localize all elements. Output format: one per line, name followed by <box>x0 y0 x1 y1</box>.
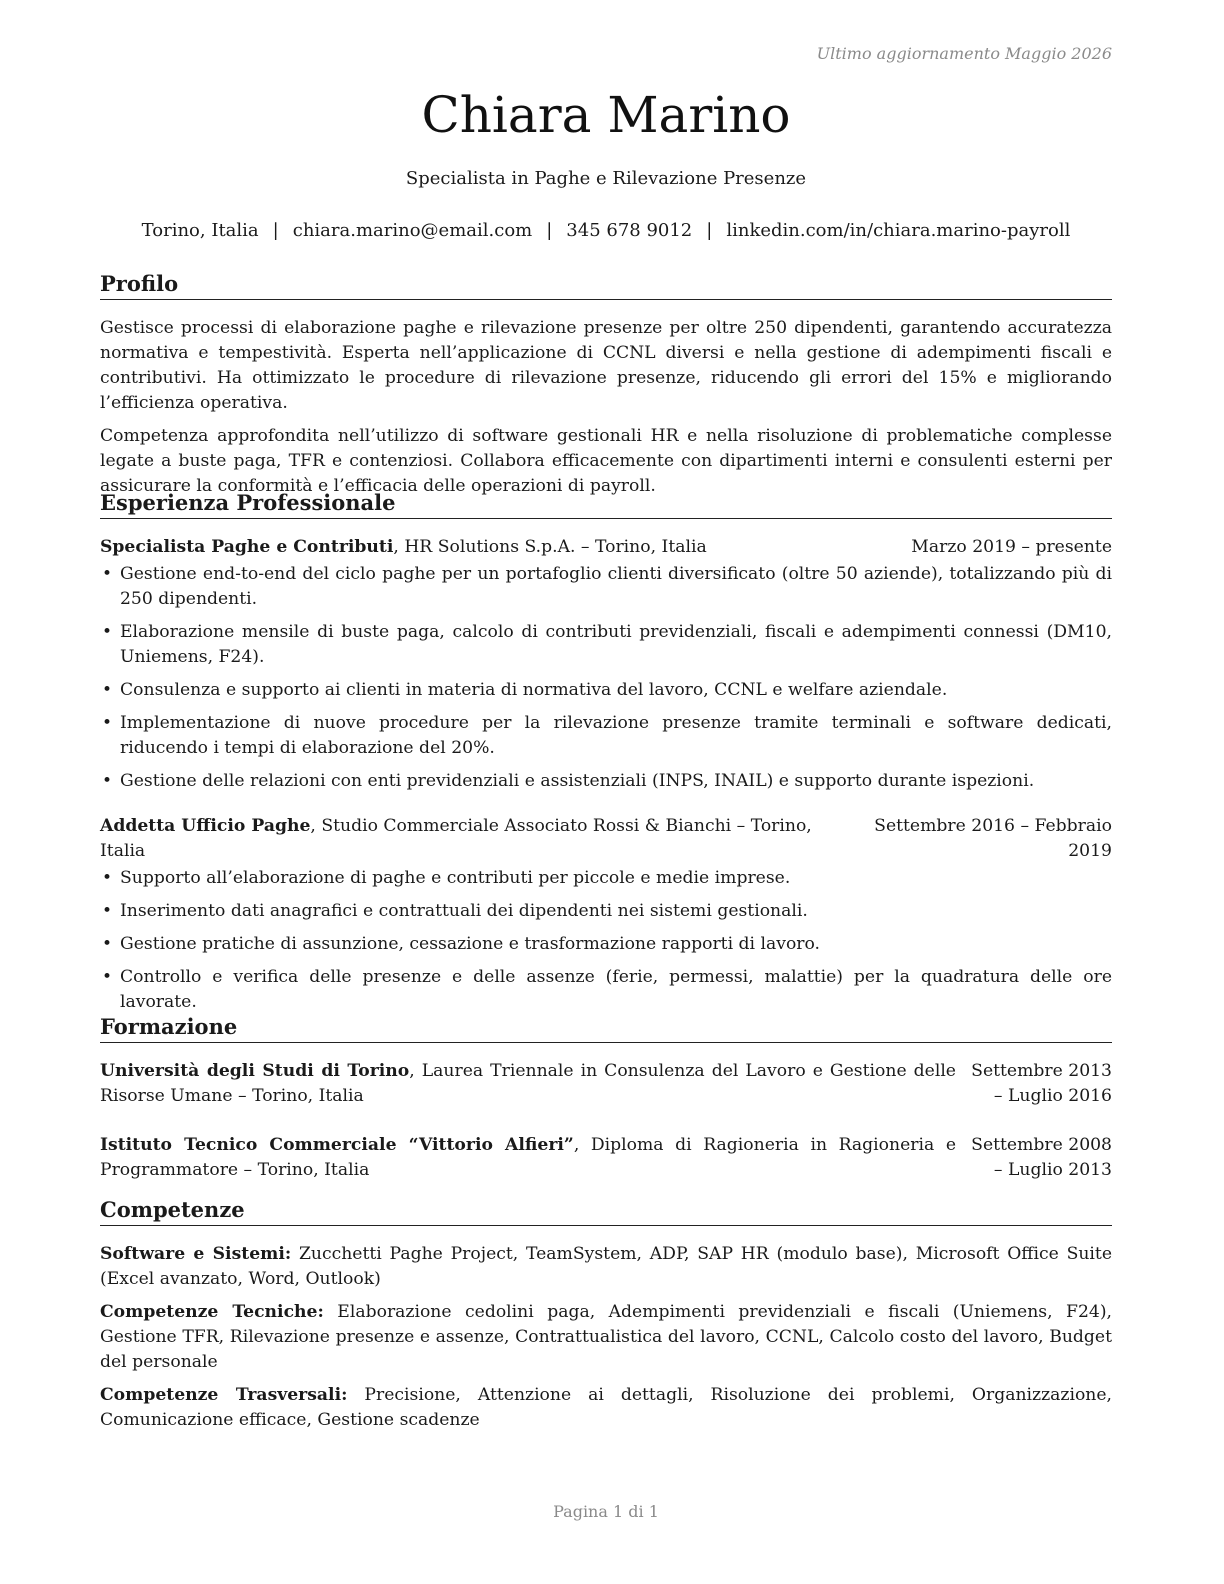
bullet-icon: • <box>102 967 113 987</box>
education-item <box>100 1133 1112 1183</box>
bullet-text: Gestione pratiche di assunzione, cessazione e trasformazione rapporti di lavoro. <box>120 934 821 954</box>
skill-label: Competenze Tecniche: <box>100 1302 324 1322</box>
skill-row <box>100 1300 1112 1375</box>
bullet-text: Implementazione di nuove procedure per la rilevazione presenze tramite terminali e software dedicati, riducendo i tempi di elaborazione del 20%. <box>120 713 1112 758</box>
list-item <box>100 562 1112 612</box>
skills-section <box>100 1196 1112 1441</box>
list-item <box>100 965 1112 1015</box>
list-item <box>100 711 1112 761</box>
bullet-text: Gestione delle relazioni con enti previdenziali e assistenziali (INPS, INAIL) e supporto durante ispezioni. <box>120 771 1035 791</box>
job-dates: Settembre 2016 – Febbraio 2019 <box>874 816 1112 861</box>
section-heading: Competenze <box>100 1196 1112 1226</box>
education-dates: Settembre 2013 – Luglio 2016 <box>971 1061 1112 1106</box>
education-detail: , Diploma di Ragioneria in Ragioneria e Programmatore – Torino, Italia <box>100 1135 956 1180</box>
profile-paragraph: Gestisce processi di elaborazione paghe e rilevazione presenze per oltre 250 dipendenti, garantendo accuratezza normativa e tempestività. Esperta nell’applicazione di CCNL diversi e nella gestione di adempimenti fiscali e contributivi. Ha ottimizzato le procedure di rilevazione presenze, riducendo gli errori del 15% e migliorando l’efficienza operativa. <box>100 318 1112 413</box>
bullet-icon: • <box>102 934 113 954</box>
profile-paragraph: Competenza approfondita nell’utilizzo di software gestionali HR e nella risoluzione di problematiche complesse legate a buste paga, TFR e contenziosi. Collabora efficacemente con dipartimenti interni e consulenti esterni per assicurare la conformità e l’efficacia delle operazioni di payroll. <box>100 426 1112 496</box>
job-dates: Marzo 2019 – presente <box>911 537 1112 557</box>
job-header <box>100 814 1112 864</box>
bullet-icon: • <box>102 901 113 921</box>
bullet-text: Elaborazione mensile di buste paga, calcolo di contributi previdenziali, fiscali e adempimenti connessi (DM10, Uniemens, F24). <box>120 622 1112 667</box>
contact-linkedin[interactable]: linkedin.com/in/chiara.marino-payroll <box>726 220 1071 241</box>
education-dates: Settembre 2008 – Luglio 2013 <box>971 1135 1112 1180</box>
bullet-text: Consulenza e supporto ai clienti in materia di normativa del lavoro, CCNL e welfare aziendale. <box>120 680 948 700</box>
candidate-name: Chiara Marino <box>421 86 791 144</box>
bullet-text: Inserimento dati anagrafici e contrattuali dei dipendenti nei sistemi gestionali. <box>120 901 808 921</box>
job-company: , HR Solutions S.p.A. – Torino, Italia <box>393 537 707 557</box>
last-updated: Ultimo aggiornamento Maggio 2026 <box>816 44 1112 63</box>
job-role: Specialista Paghe e Contributi <box>100 537 394 557</box>
education-section <box>100 1013 1112 1207</box>
bullet-icon: • <box>102 713 113 733</box>
section-heading: Esperienza Professionale <box>100 489 1112 519</box>
job-role: Addetta Ufficio Paghe <box>100 816 311 836</box>
list-item <box>100 899 1112 924</box>
education-school: Università degli Studi di Torino <box>100 1061 410 1081</box>
bullet-icon: • <box>102 680 113 700</box>
bullet-text: Controllo e verifica delle presenze e delle assenze (ferie, permessi, malattie) per la quadratura delle ore lavorate. <box>120 967 1112 1012</box>
job-header <box>100 535 1112 560</box>
skill-label: Competenze Trasversali: <box>100 1385 348 1405</box>
section-heading: Profilo <box>100 270 1112 300</box>
resume-page <box>100 0 1112 1584</box>
skill-row <box>100 1242 1112 1292</box>
list-item <box>100 678 1112 703</box>
bullet-text: Gestione end-to-end del ciclo paghe per un portafoglio clienti diversificato (oltre 50 aziende), totalizzando più di 250 dipendenti. <box>120 564 1112 609</box>
job-company: , Studio Commerciale Associato Rossi & Bianchi – Torino, Italia <box>100 816 812 861</box>
skill-text: Precisione, Attenzione ai dettagli, Risoluzione dei problemi, Organizzazione, Comunicazione efficace, Gestione scadenze <box>100 1385 1112 1430</box>
skill-text: Elaborazione cedolini paga, Adempimenti previdenziali e fiscali (Uniemens, F24), Gestione TFR, Rilevazione presenze e assenze, Contrattualistica del lavoro, CCNL, Calcolo costo del lavoro, Budget del personale <box>100 1302 1112 1372</box>
list-item <box>100 932 1112 957</box>
candidate-title: Specialista in Paghe e Rilevazione Presenze <box>405 168 807 189</box>
contact-separator: | <box>272 220 279 241</box>
list-item <box>100 620 1112 670</box>
contact-location: Torino, Italia <box>141 220 259 241</box>
bullet-icon: • <box>102 771 113 791</box>
education-school: Istituto Tecnico Commerciale “Vittorio Alfieri” <box>100 1135 574 1155</box>
job-bullets <box>100 562 1112 794</box>
contact-separator: | <box>546 220 553 241</box>
education-item <box>100 1059 1112 1109</box>
contact-line <box>100 220 1112 241</box>
contact-separator: | <box>706 220 713 241</box>
skill-row <box>100 1383 1112 1433</box>
skill-label: Software e Sistemi: <box>100 1244 292 1264</box>
bullet-icon: • <box>102 622 113 642</box>
contact-phone: 345 678 9012 <box>566 220 693 241</box>
list-item <box>100 866 1112 891</box>
bullet-icon: • <box>102 564 113 584</box>
contact-email[interactable]: chiara.marino@email.com <box>292 220 533 241</box>
job-bullets <box>100 866 1112 1015</box>
skill-text: Zucchetti Paghe Project, TeamSystem, ADP, SAP HR (modulo base), Microsoft Office Suite (Excel avanzato, Word, Outlook) <box>100 1244 1112 1289</box>
experience-section <box>100 489 1112 1023</box>
bullet-icon: • <box>102 868 113 888</box>
profile-section <box>100 270 1112 507</box>
education-detail: , Laurea Triennale in Consulenza del Lavoro e Gestione delle Risorse Umane – Torino, Italia <box>100 1061 956 1106</box>
page-number: Pagina 1 di 1 <box>553 1502 659 1521</box>
section-heading: Formazione <box>100 1013 1112 1043</box>
bullet-text: Supporto all’elaborazione di paghe e contributi per piccole e medie imprese. <box>120 868 791 888</box>
list-item <box>100 769 1112 794</box>
